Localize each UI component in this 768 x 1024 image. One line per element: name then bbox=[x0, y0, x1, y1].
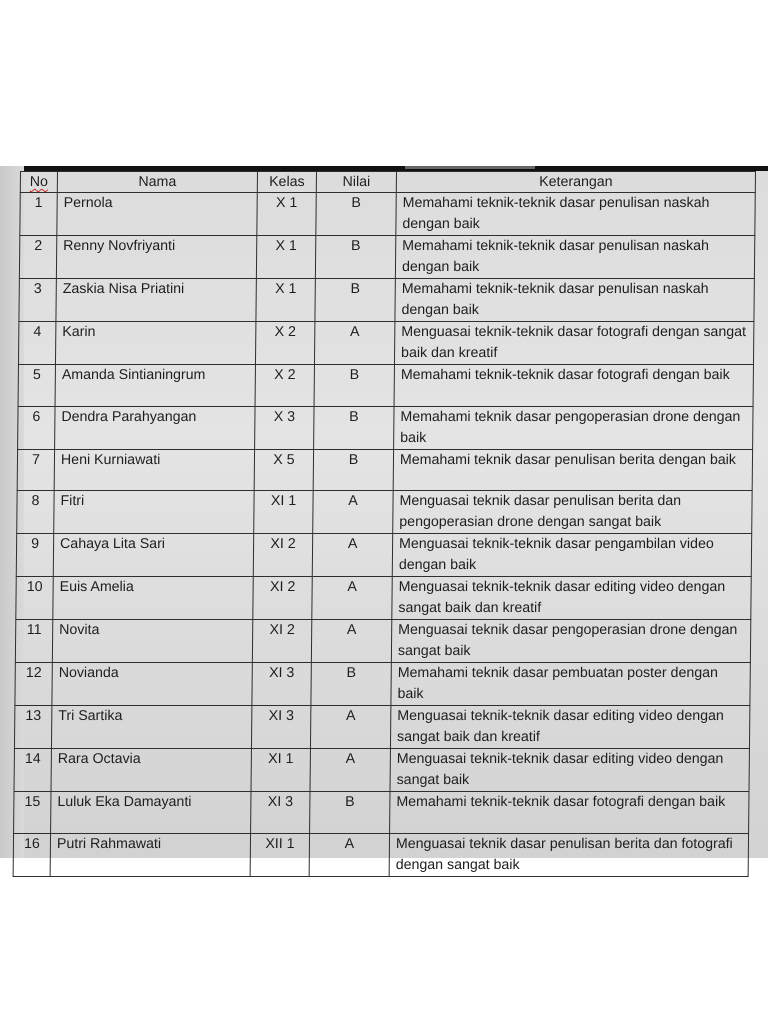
table-row bbox=[15, 620, 750, 663]
cell-no: 4 bbox=[18, 322, 55, 365]
table-row bbox=[13, 834, 748, 877]
table-row bbox=[17, 491, 752, 534]
cell-kelas: X 1 bbox=[257, 193, 316, 236]
cell-keterangan: Memahami teknik dasar pengoperasian drone dengan baik bbox=[394, 406, 753, 449]
cell-nilai: A bbox=[313, 491, 393, 534]
cell-nama: Tri Sartika bbox=[51, 706, 251, 749]
cell-nama: Luluk Eka Damayanti bbox=[51, 792, 251, 834]
cell-kelas: XI 2 bbox=[253, 534, 312, 577]
cell-keterangan: Memahami teknik-teknik dasar fotografi dengan baik bbox=[394, 365, 753, 407]
cell-keterangan: Memahami teknik-teknik dasar penulisan naskah dengan baik bbox=[396, 193, 755, 236]
cell-keterangan: Menguasai teknik-teknik dasar editing video dengan sangat baik dan kreatif bbox=[390, 706, 749, 749]
cell-nama: Heni Kurniawati bbox=[54, 449, 254, 491]
cell-keterangan: Memahami teknik dasar penulisan berita dengan baik bbox=[393, 449, 752, 491]
table-row bbox=[17, 449, 752, 491]
cell-keterangan: Memahami teknik-teknik dasar fotografi dengan baik bbox=[390, 792, 749, 834]
cell-no: 12 bbox=[15, 663, 52, 706]
cell-nama: Pernola bbox=[57, 193, 257, 236]
table-header-row bbox=[20, 172, 755, 193]
cell-nilai: A bbox=[310, 749, 390, 792]
cell-kelas: XI 3 bbox=[251, 792, 310, 834]
cell-kelas: XII 1 bbox=[250, 834, 309, 877]
cell-nama: Fitri bbox=[54, 491, 254, 534]
cell-nama: Novianda bbox=[52, 663, 252, 706]
cell-no: 14 bbox=[14, 749, 51, 792]
cell-keterangan: Memahami teknik-teknik dasar penulisan naskah dengan baik bbox=[395, 279, 754, 322]
table-row bbox=[16, 534, 751, 577]
table-row bbox=[18, 322, 753, 365]
cell-no: 10 bbox=[16, 577, 53, 620]
cell-nilai: A bbox=[309, 834, 389, 877]
cell-kelas: X 2 bbox=[255, 365, 314, 407]
cell-kelas: X 2 bbox=[255, 322, 314, 365]
cell-nama: Novita bbox=[52, 620, 252, 663]
cell-nilai: A bbox=[310, 706, 390, 749]
cell-nama: Cahaya Lita Sari bbox=[53, 534, 253, 577]
cell-keterangan: Menguasai teknik-teknik dasar editing video dengan sangat baik dan kreatif bbox=[392, 577, 751, 620]
cell-no: 6 bbox=[18, 406, 55, 449]
cell-no: 9 bbox=[16, 534, 53, 577]
cell-no: 15 bbox=[14, 792, 51, 834]
cell-kelas: X 1 bbox=[256, 279, 315, 322]
cell-no: 5 bbox=[18, 365, 55, 407]
table-row bbox=[15, 663, 750, 706]
cell-nilai: B bbox=[311, 663, 391, 706]
cell-keterangan: Memahami teknik dasar pembuatan poster dengan baik bbox=[391, 663, 750, 706]
cell-nama: Euis Amelia bbox=[53, 577, 253, 620]
table-row bbox=[14, 749, 749, 792]
cell-keterangan: Menguasai teknik-teknik dasar editing video dengan sangat baik bbox=[390, 749, 749, 792]
cell-nilai: B bbox=[314, 365, 394, 407]
cell-no: 13 bbox=[14, 706, 51, 749]
cell-nama: Putri Rahmawati bbox=[50, 834, 250, 877]
cell-nama: Rara Octavia bbox=[51, 749, 251, 792]
cell-kelas: XI 3 bbox=[251, 706, 310, 749]
cell-kelas: X 3 bbox=[255, 406, 314, 449]
header-nilai: Nilai bbox=[316, 172, 396, 193]
table-row bbox=[20, 193, 755, 236]
cell-kelas: X 1 bbox=[256, 236, 315, 279]
cell-keterangan: Menguasai teknik-teknik dasar fotografi dengan sangat baik dan kreatif bbox=[394, 322, 753, 365]
cell-kelas: X 5 bbox=[254, 449, 313, 491]
cell-nilai: B bbox=[315, 279, 395, 322]
cell-no: 16 bbox=[13, 834, 50, 877]
cell-no: 2 bbox=[19, 236, 56, 279]
cell-keterangan: Menguasai teknik dasar penulisan berita dan pengoperasian drone dengan sangat baik bbox=[393, 491, 752, 534]
cell-nama: Zaskia Nisa Priatini bbox=[56, 279, 256, 322]
cell-keterangan: Memahami teknik-teknik dasar penulisan naskah dengan baik bbox=[395, 236, 754, 279]
cell-nilai: A bbox=[312, 577, 392, 620]
cell-no: 3 bbox=[19, 279, 56, 322]
cell-nilai: A bbox=[311, 620, 391, 663]
cell-no: 1 bbox=[20, 193, 57, 236]
cell-nilai: A bbox=[312, 534, 392, 577]
cell-kelas: XI 1 bbox=[254, 491, 313, 534]
table-row bbox=[19, 236, 754, 279]
header-nama: Nama bbox=[57, 172, 257, 193]
table-row bbox=[16, 577, 751, 620]
cell-keterangan: Menguasai teknik-teknik dasar pengambilan video dengan baik bbox=[392, 534, 751, 577]
header-keterangan: Keterangan bbox=[396, 172, 755, 193]
table-row bbox=[18, 406, 753, 449]
student-grades-table bbox=[13, 171, 756, 877]
cell-nama: Karin bbox=[55, 322, 255, 365]
table-row bbox=[18, 365, 753, 407]
table-row bbox=[14, 706, 749, 749]
cell-no: 7 bbox=[17, 449, 54, 491]
cell-nilai: B bbox=[316, 193, 396, 236]
cell-kelas: XI 2 bbox=[252, 620, 311, 663]
cell-nama: Dendra Parahyangan bbox=[55, 406, 255, 449]
cell-kelas: XI 3 bbox=[252, 663, 311, 706]
header-kelas: Kelas bbox=[257, 172, 316, 193]
cell-nilai: B bbox=[310, 792, 390, 834]
cell-keterangan: Menguasai teknik dasar penulisan berita dan fotografi dengan sangat baik bbox=[389, 834, 748, 877]
cell-no: 8 bbox=[17, 491, 54, 534]
photographed-screen bbox=[0, 166, 768, 874]
table-row bbox=[19, 279, 754, 322]
cell-keterangan: Menguasai teknik dasar pengoperasian drone dengan sangat baik bbox=[391, 620, 750, 663]
header-no: No bbox=[20, 172, 57, 193]
table-row bbox=[14, 792, 749, 834]
cell-kelas: XI 1 bbox=[251, 749, 310, 792]
cell-no: 11 bbox=[15, 620, 52, 663]
cell-nilai: A bbox=[314, 322, 394, 365]
bezel-highlight bbox=[405, 166, 535, 169]
cell-nilai: B bbox=[313, 449, 393, 491]
cell-nama: Amanda Sintianingrum bbox=[55, 365, 255, 407]
cell-nilai: B bbox=[314, 406, 394, 449]
cell-kelas: XI 2 bbox=[253, 577, 312, 620]
cell-nilai: B bbox=[315, 236, 395, 279]
cell-nama: Renny Novfriyanti bbox=[56, 236, 256, 279]
